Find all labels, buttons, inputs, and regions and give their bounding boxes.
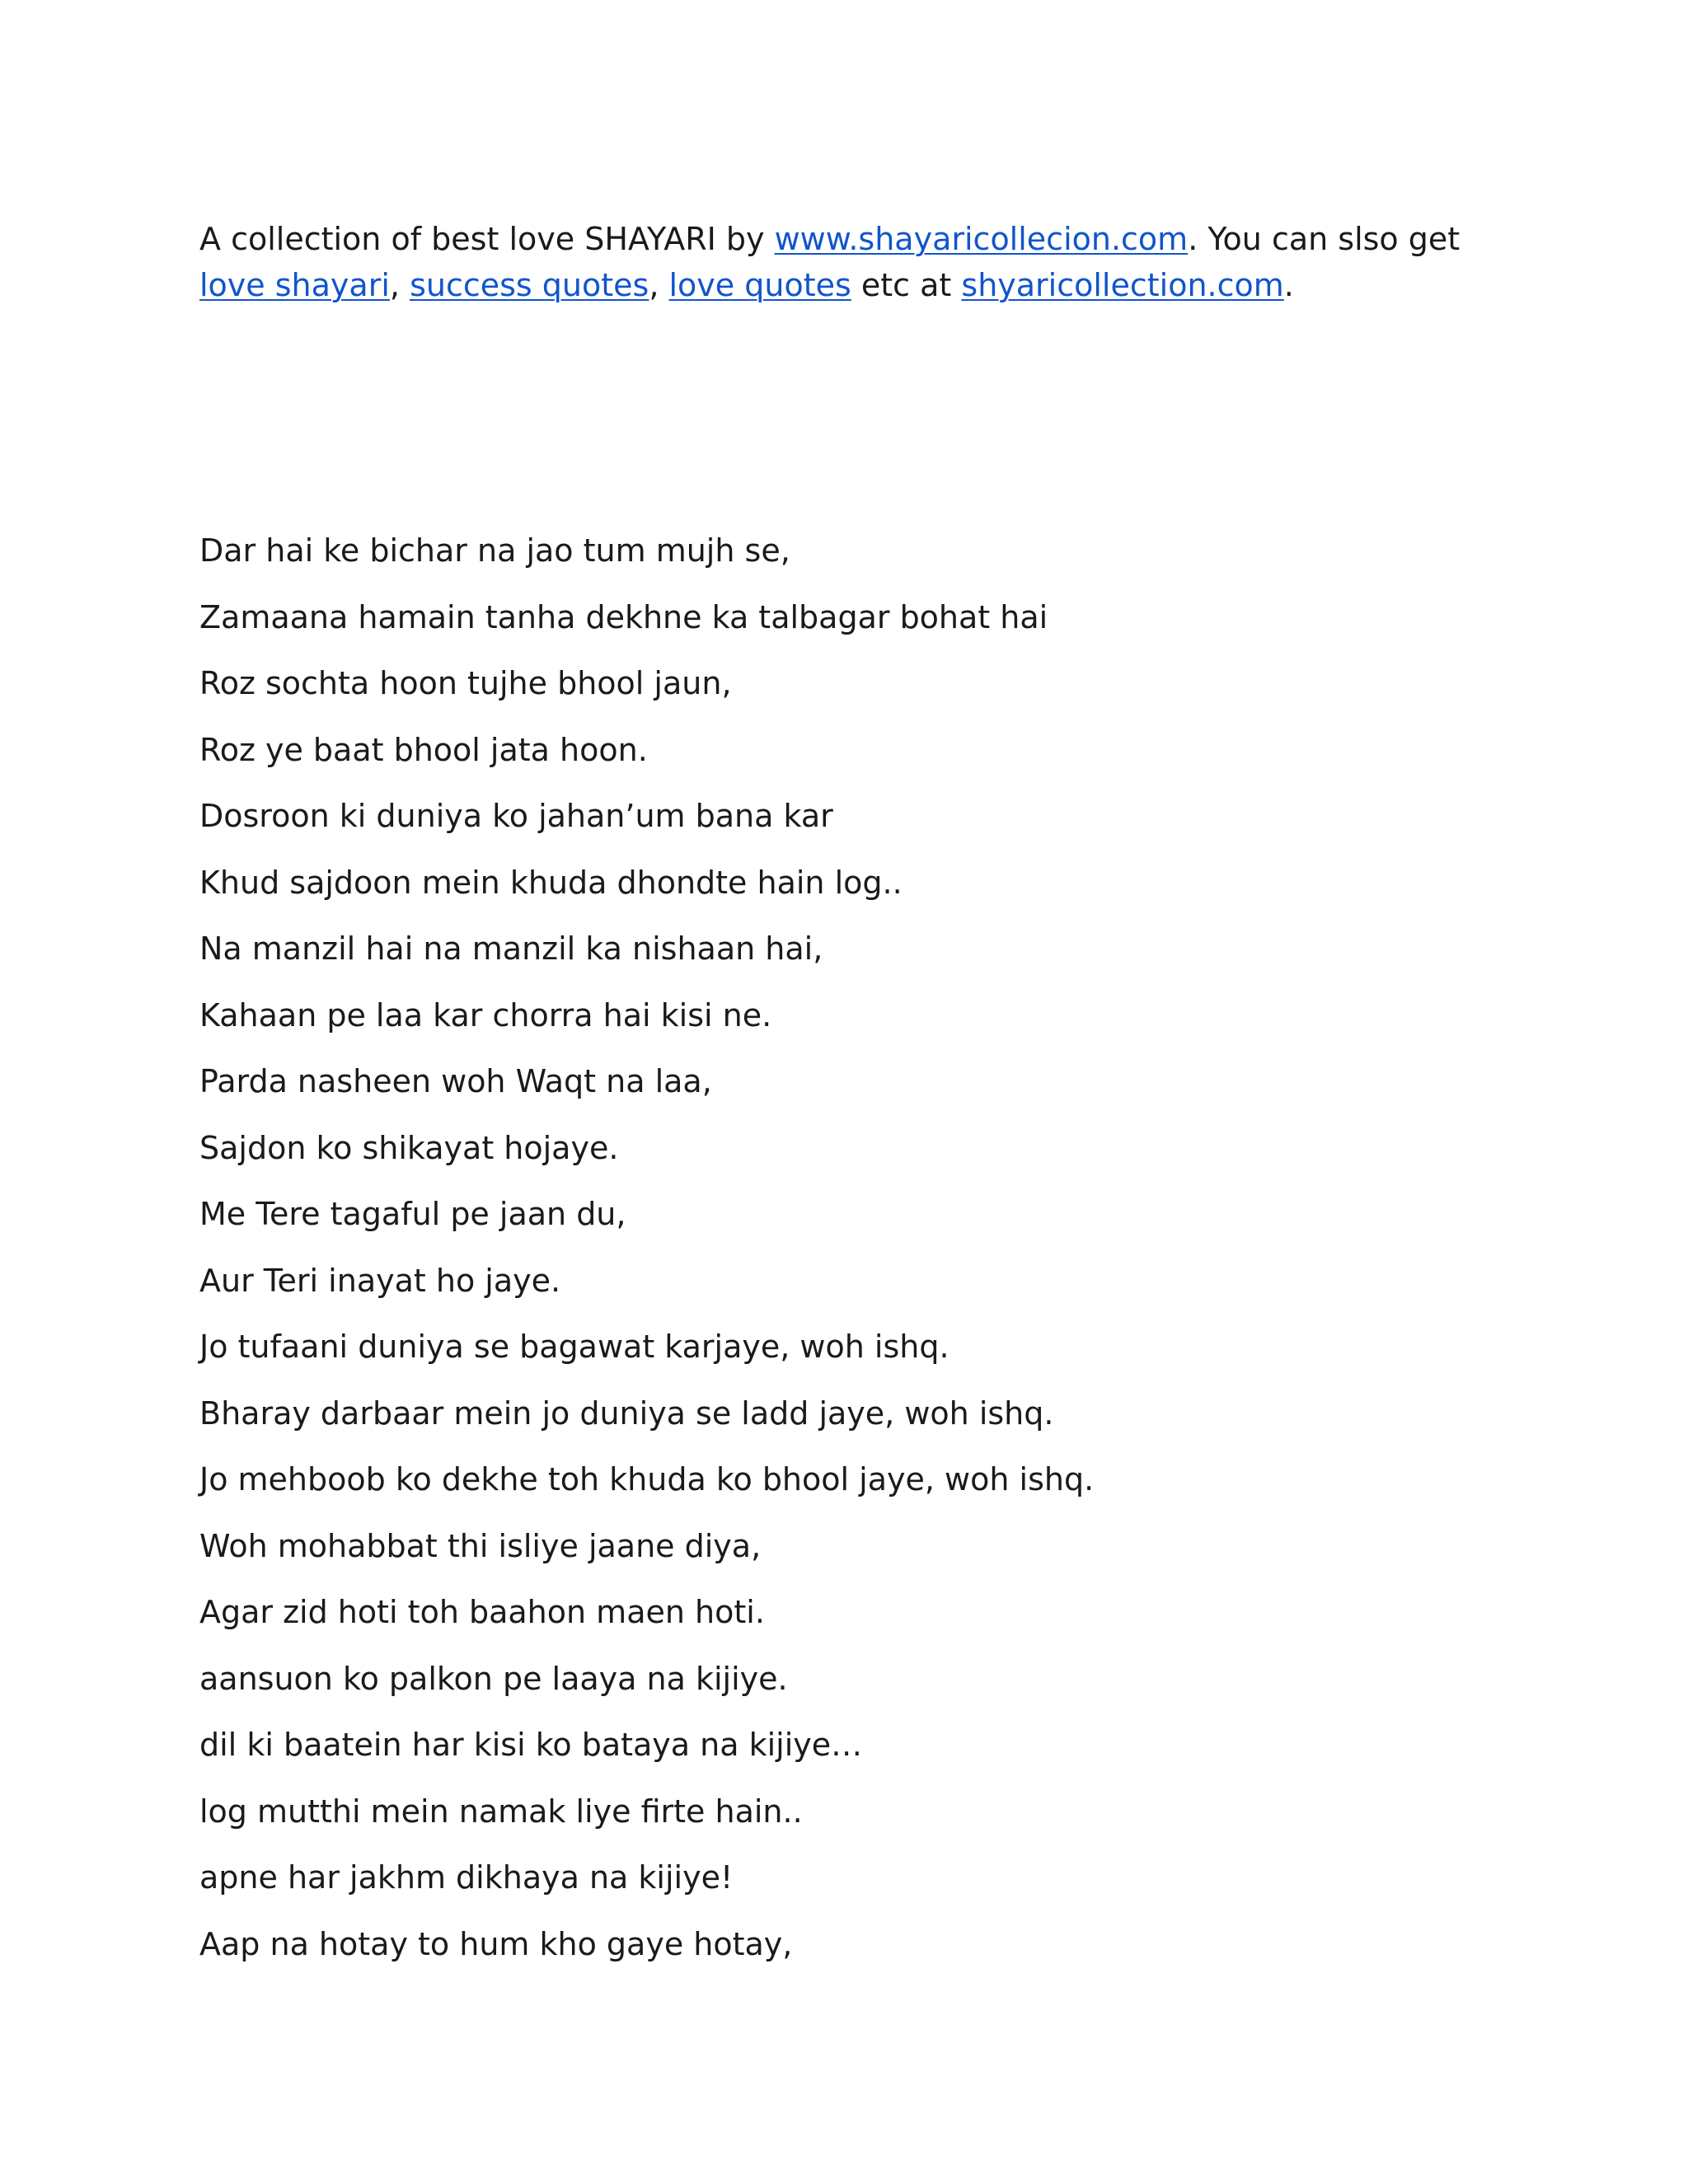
shayari-line: Woh mohabbat thi isliye jaane diya, <box>199 1527 762 1564</box>
link-shyaricollection[interactable]: shyaricollection.com <box>961 267 1284 303</box>
link-success-quotes[interactable]: success quotes <box>410 267 649 303</box>
shayari-line: dil ki baatein har kisi ko bataya na kijiye… <box>199 1727 863 1763</box>
intro-separator: , <box>389 267 410 303</box>
shayari-line: Kahaan pe laa kar chorra hai kisi ne. <box>199 996 772 1033</box>
shayari-line: Parda nasheen woh Waqt na laa, <box>199 1063 712 1099</box>
intro-paragraph <box>199 216 1518 308</box>
shayari-line: Bharay darbaar mein jo duniya se ladd jaye, woh ishq. <box>199 1394 1054 1432</box>
shayari-line: Me Tere tagaful pe jaan du, <box>199 1196 626 1232</box>
intro-separator: , <box>649 267 669 303</box>
shayari-line: Aur Teri inayat ho jaye. <box>199 1262 561 1299</box>
shayari-line: Na manzil hai na manzil ka nishaan hai, <box>199 930 823 967</box>
shayari-line: Dosroon ki duniya ko jahan’um bana kar <box>199 798 833 834</box>
shayari-line: apne har jakhm dikhaya na kijiye! <box>199 1859 734 1896</box>
shayari-line: Khud sajdoon mein khuda dhondte hain log.. <box>199 864 903 901</box>
intro-text: A collection of best love SHAYARI by <box>199 221 775 257</box>
shayari-line: Dar hai ke bichar na jao tum mujh se, <box>199 532 790 569</box>
intro-text: etc at <box>851 267 962 303</box>
shayari-line: Roz ye baat bhool jata hoon. <box>199 731 648 768</box>
link-love-shayari[interactable]: love shayari <box>199 267 390 303</box>
intro-text: . <box>1283 267 1294 303</box>
link-shayaricollecion[interactable]: www.shayaricollecion.com <box>774 221 1189 257</box>
shayari-line: Roz sochta hoon tujhe bhool jaun, <box>199 665 732 701</box>
shayari-line: Agar zid hoti toh baahon maen hoti. <box>199 1594 765 1630</box>
shayari-line: Zamaana hamain tanha dekhne ka talbagar bohat hai <box>199 598 1048 635</box>
shayari-list <box>199 527 1518 1987</box>
shayari-line: aansuon ko palkon pe laaya na kijiye. <box>199 1660 788 1697</box>
shayari-line: Aap na hotay to hum kho gaye hotay, <box>199 1925 793 1962</box>
link-love-quotes[interactable]: love quotes <box>668 267 851 303</box>
shayari-line: log mutthi mein namak liye firte hain.. <box>199 1793 803 1830</box>
shayari-line: Jo tufaani duniya se bagawat karjaye, woh ishq. <box>199 1329 950 1365</box>
intro-text: . You can slso get <box>1188 221 1461 257</box>
shayari-line: Sajdon ko shikayat hojaye. <box>199 1129 619 1166</box>
shayari-line: Jo mehboob ko dekhe toh khuda ko bhool jaye, woh ishq. <box>199 1461 1095 1497</box>
